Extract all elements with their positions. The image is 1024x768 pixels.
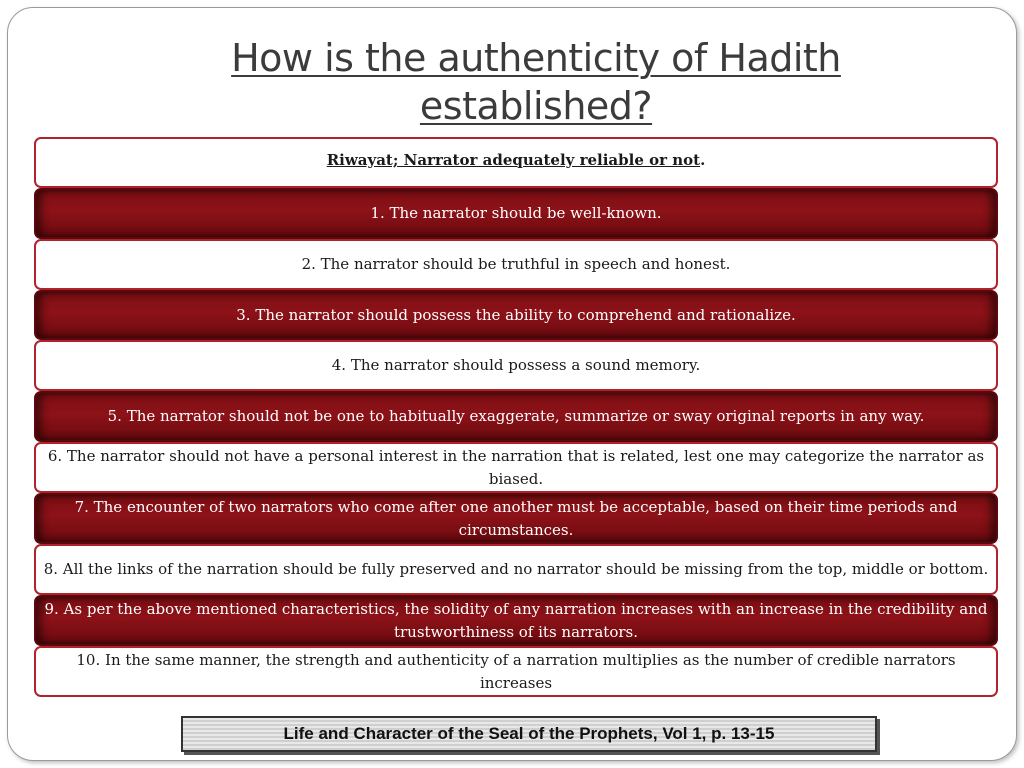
criterion-9 (34, 595, 998, 646)
criterion-4 (34, 340, 998, 391)
criterion-9-text: 9. As per the above mentioned characteristics, the solidity of any narration increases with an increase in the credibility and trustworthiness of its narrators. (44, 599, 988, 641)
criteria-header-label: Riwayat; Narrator adequately reliable or not (326, 151, 701, 169)
criterion-6 (34, 442, 998, 493)
criterion-1 (34, 188, 998, 239)
criterion-6-text: 6. The narrator should not have a personal interest in the narration that is related, lest one may categorize the narrator as biased. (47, 446, 985, 488)
criteria-header-suffix: . (700, 151, 706, 169)
criterion-2-text: 2. The narrator should be truthful in speech and honest. (301, 255, 731, 273)
criterion-1-text: 1. The narrator should be well-known. (370, 204, 662, 222)
criterion-5-text: 5. The narrator should not be one to habitually exaggerate, summarize or sway original reports in any way. (107, 407, 925, 425)
criterion-5 (34, 391, 998, 442)
slide-title (160, 34, 912, 130)
criterion-10 (34, 646, 998, 697)
criterion-7 (34, 493, 998, 544)
criterion-2 (34, 239, 998, 290)
criteria-header (34, 137, 998, 188)
citation-box (181, 716, 877, 752)
criterion-3 (34, 290, 998, 340)
title-line-2: established? (419, 84, 653, 128)
criterion-10-text: 10. In the same manner, the strength and authenticity of a narration multiplies as the number of credible narrators increases (76, 650, 956, 692)
citation-text: Life and Character of the Seal of the Prophets, Vol 1, p. 13-15 (283, 724, 775, 743)
criterion-4-text: 4. The narrator should possess a sound memory. (331, 356, 701, 374)
criterion-7-text: 7. The encounter of two narrators who come after one another must be acceptable, based on their time periods and circumstances. (74, 497, 958, 539)
criterion-8-text: 8. All the links of the narration should be fully preserved and no narrator should be missing from the top, middle or bottom. (43, 560, 989, 578)
criterion-3-text: 3. The narrator should possess the ability to comprehend and rationalize. (236, 305, 796, 324)
title-line-1: How is the authenticity of Hadith (231, 36, 841, 80)
criterion-8 (34, 544, 998, 595)
